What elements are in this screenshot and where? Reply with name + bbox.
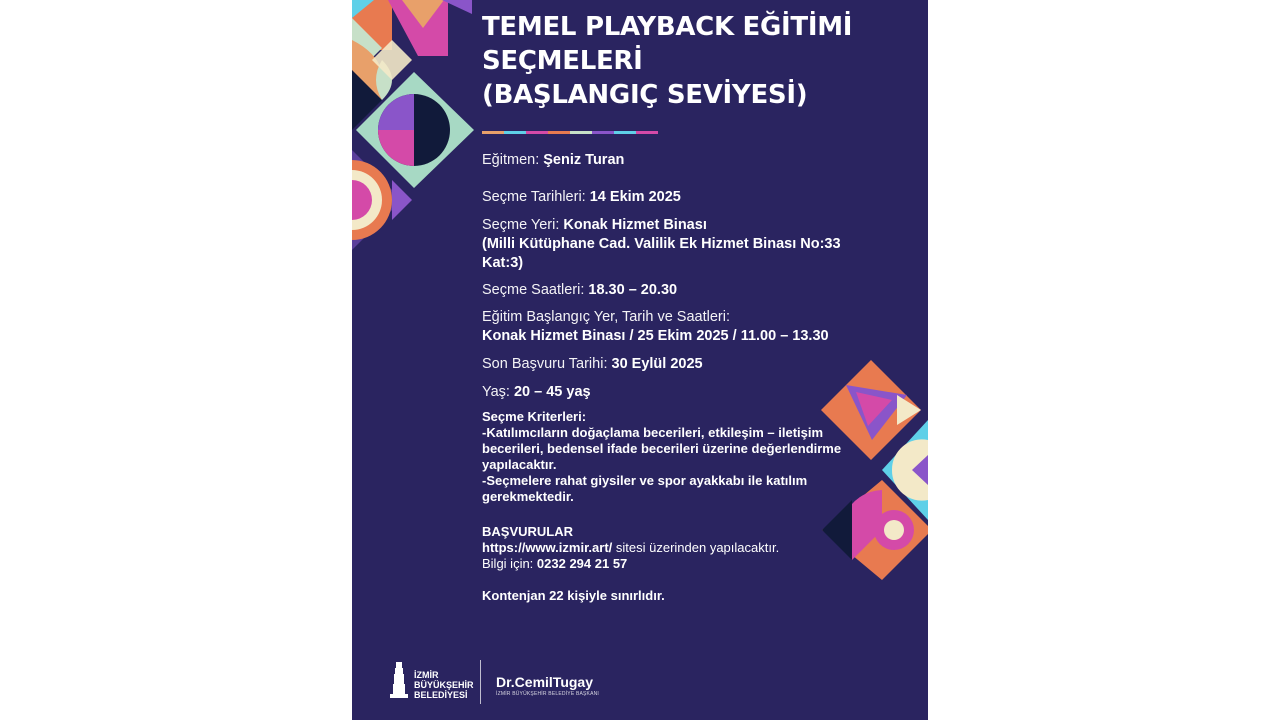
criteria-line: -Seçmelere rahat giysiler ve spor ayakkabı ile katılım bbox=[482, 473, 808, 488]
rule-segment bbox=[482, 131, 504, 134]
age-label: Yaş: bbox=[482, 384, 510, 400]
rule-segment bbox=[592, 131, 614, 134]
title-line-2: SEÇMELERİ bbox=[482, 46, 643, 76]
municipality-logo-text bbox=[414, 670, 474, 700]
phone-number: 0232 294 21 57 bbox=[536, 556, 628, 571]
place-value: Konak Hizmet Binası bbox=[563, 217, 707, 233]
applications-heading: BAŞVURULAR bbox=[482, 524, 573, 539]
trainer-label: Eğitmen: bbox=[482, 152, 540, 168]
criteria-heading: Seçme Kriterleri: bbox=[482, 409, 587, 424]
rule-segment bbox=[636, 131, 658, 134]
title-line-1: TEMEL PLAYBACK EĞİTİMİ bbox=[482, 12, 853, 42]
mayor-signature: Dr.CemilTugay bbox=[496, 674, 593, 690]
age-value: 20 – 45 yaş bbox=[513, 384, 591, 400]
dates-row bbox=[482, 189, 681, 205]
mayor-title: İZMİR BÜYÜKŞEHİR BELEDİYE BAŞKANI bbox=[496, 691, 600, 697]
rule-segment bbox=[526, 131, 548, 134]
hours-row bbox=[482, 282, 677, 298]
poster-title bbox=[482, 10, 922, 112]
deadline-label: Son Başvuru Tarihi: bbox=[482, 356, 608, 372]
rule-segment bbox=[504, 131, 526, 134]
clock-tower-icon bbox=[388, 660, 410, 700]
info-label: Bilgi için: bbox=[482, 556, 537, 571]
applications-url[interactable]: https://www.izmir.art/ bbox=[482, 540, 613, 555]
dates-value: 14 Ekim 2025 bbox=[589, 189, 681, 205]
rule-segment bbox=[548, 131, 570, 134]
applications-url-suffix: sitesi üzerinden yapılacaktır. bbox=[612, 540, 780, 555]
org-line-1: İZMİR bbox=[414, 670, 439, 680]
trainer-row bbox=[482, 152, 624, 168]
trainer-value: Şeniz Turan bbox=[543, 152, 625, 168]
quota-text: Kontenjan 22 kişiyle sınırlıdır. bbox=[482, 588, 665, 603]
place-address-line: (Milli Kütüphane Cad. Valilik Ek Hizmet Binası No:33 bbox=[482, 236, 841, 252]
hours-label: Seçme Saatleri: bbox=[482, 282, 585, 298]
place-row bbox=[482, 217, 707, 233]
age-row bbox=[482, 384, 591, 400]
criteria-line: gerekmektedir. bbox=[482, 489, 574, 504]
org-line-2: BÜYÜKŞEHİR bbox=[414, 680, 474, 690]
title-line-3: (BAŞLANGIÇ SEVİYESİ) bbox=[482, 80, 808, 110]
color-rule bbox=[482, 131, 658, 134]
deadline-value: 30 Eylül 2025 bbox=[611, 356, 703, 372]
applications-url-row bbox=[482, 540, 779, 556]
place-floor-line: Kat:3) bbox=[482, 255, 524, 271]
criteria-line: yapılacaktır. bbox=[482, 457, 557, 472]
hours-value: 18.30 – 20.30 bbox=[588, 282, 678, 298]
rule-segment bbox=[614, 131, 636, 134]
criteria-line: -Katılımcıların doğaçlama becerileri, etkileşim – iletişim bbox=[482, 425, 824, 440]
rule-segment bbox=[570, 131, 592, 134]
footer-divider bbox=[480, 660, 481, 704]
dates-label: Seçme Tarihleri: bbox=[482, 189, 586, 205]
start-value: Konak Hizmet Binası / 25 Ekim 2025 / 11.00 – 13.30 bbox=[482, 328, 829, 344]
criteria-line: becerileri, bedensel ifade becerileri üzerine değerlendirme bbox=[482, 441, 842, 456]
info-row bbox=[482, 556, 627, 572]
start-label: Eğitim Başlangıç Yer, Tarih ve Saatleri: bbox=[482, 309, 730, 325]
place-label: Seçme Yeri: bbox=[482, 217, 560, 233]
deadline-row bbox=[482, 356, 703, 372]
poster bbox=[352, 0, 928, 720]
org-line-3: BELEDİYESİ bbox=[414, 690, 468, 700]
